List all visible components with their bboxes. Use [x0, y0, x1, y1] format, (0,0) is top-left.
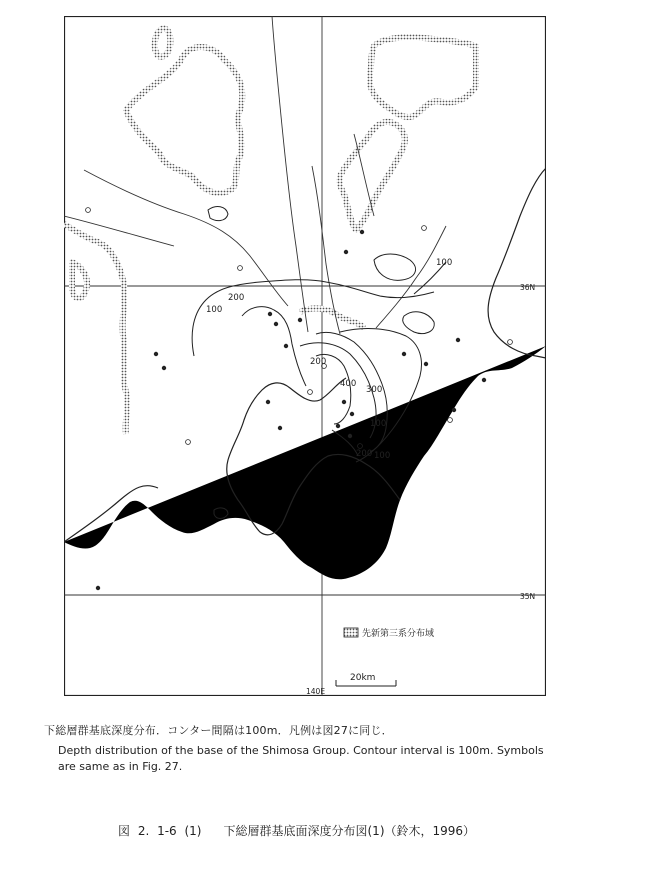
pre-neogene-areas: [64, 29, 476, 435]
borehole-dot: [278, 426, 282, 430]
east-mountain-arm: [339, 122, 405, 230]
borehole-dot: [348, 434, 352, 438]
pacific-coast: [488, 168, 546, 358]
contour-label: 200: [356, 449, 373, 459]
borehole-circle: [186, 440, 191, 445]
map-legend: [344, 627, 434, 639]
contour-label: 400: [340, 379, 357, 389]
borehole-dot: [268, 312, 272, 316]
longitude-label-140e: 140E: [306, 687, 326, 696]
figure-title-text: 下総層群基底面深度分布図(1)（鈴木，1996）: [223, 824, 476, 838]
borehole-dot: [342, 400, 346, 404]
figure-number: 図 2. 1-6 (1): [118, 824, 202, 838]
borehole-dot: [452, 408, 456, 412]
borehole-dot: [336, 424, 340, 428]
boso-peninsula-coast: [64, 486, 158, 542]
west-boundary-strip: [64, 224, 127, 434]
legend-swatch: [344, 628, 358, 637]
caption-english-line-2: are same as in Fig. 27.: [58, 760, 183, 773]
scale-label: 20km: [350, 673, 376, 683]
borehole-dot: [402, 352, 406, 356]
northwest-mountain-area: [126, 47, 242, 193]
northeast-mountain-area: [370, 37, 476, 117]
borehole-circle: [448, 418, 453, 423]
borehole-dot: [424, 362, 428, 366]
contour-label: 100: [436, 258, 453, 268]
mid-west-lobe: [72, 262, 87, 298]
legend-label: 先新第三系分布域: [362, 629, 435, 639]
borehole-dot: [360, 230, 364, 234]
contour-label: 100: [206, 305, 223, 315]
borehole-circle: [86, 208, 91, 213]
geologic-map: [64, 16, 546, 696]
figure-title: [118, 822, 497, 839]
contour-label: 100: [374, 451, 391, 461]
borehole-dot: [482, 378, 486, 382]
borehole-circle: [508, 340, 513, 345]
borehole-dot: [284, 344, 288, 348]
borehole-dot: [350, 412, 354, 416]
eastern-basement-ridge: [300, 308, 364, 328]
borehole-dot: [344, 250, 348, 254]
northwest-mountain-tongue: [155, 29, 171, 57]
borehole-dot: [456, 338, 460, 342]
lake-kitaura: [403, 312, 434, 334]
borehole-dot: [154, 352, 158, 356]
contour-label: 200: [228, 293, 245, 303]
contour-200-west: [242, 307, 306, 386]
contour-100-west: [192, 280, 434, 356]
contour-label: 300: [366, 385, 383, 395]
map-border: [65, 17, 546, 696]
coastline: [64, 346, 546, 579]
latitude-label-35n: 35N: [520, 592, 536, 601]
borehole-dot: [274, 322, 278, 326]
lake-west: [208, 207, 228, 221]
latitude-label-36n: 36N: [520, 283, 536, 292]
borehole-circle: [308, 390, 313, 395]
caption-english-line-1: Depth distribution of the base of the Shimosa Group. Contour interval is 100m. Symbols: [58, 744, 544, 757]
borehole-dot: [266, 400, 270, 404]
borehole-dot: [162, 366, 166, 370]
caption-japanese: 下総層群基底深度分布．コンター間隔は100m．凡例は図27に同じ．: [44, 724, 393, 737]
graticule: [64, 16, 546, 696]
borehole-dot: [96, 586, 100, 590]
borehole-circle: [238, 266, 243, 271]
lake-kasumigaura: [374, 254, 416, 280]
contour-label: 100: [370, 419, 387, 429]
scale-bar: [336, 673, 396, 686]
borehole-dot: [298, 318, 302, 322]
borehole-circle: [422, 226, 427, 231]
contour-label: 200: [310, 357, 327, 367]
